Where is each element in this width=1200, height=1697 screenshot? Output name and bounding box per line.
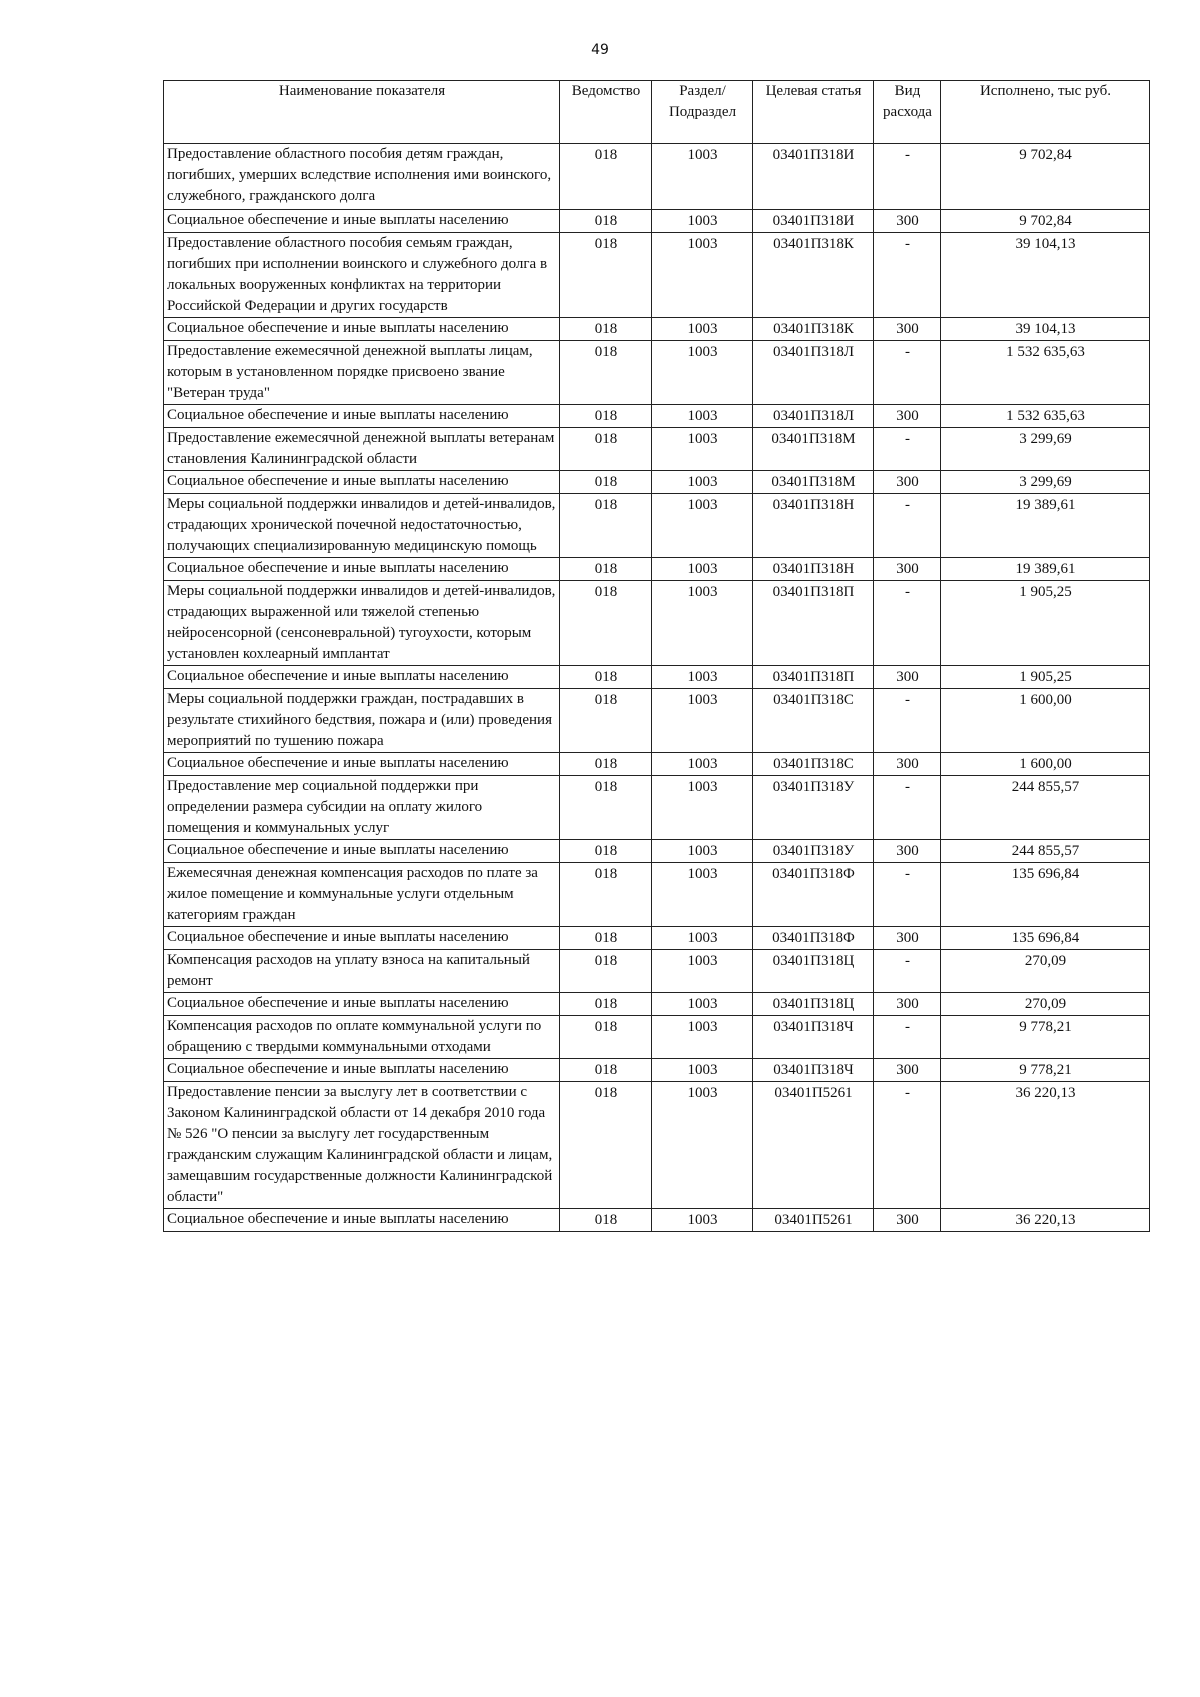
cell-kind: 300 <box>874 210 941 233</box>
cell-name: Меры социальной поддержки инвалидов и детей-инвалидов, страдающих хронической почечной недостаточностью, получающих специализированную медицинскую помощь <box>164 494 560 558</box>
cell-target: 03401П318К <box>753 233 874 318</box>
header-dept: Ведомство <box>560 81 652 144</box>
cell-name: Ежемесячная денежная компенсация расходов по плате за жилое помещение и коммунальные услуги отдельным категориям граждан <box>164 863 560 927</box>
header-name: Наименование показателя <box>164 81 560 144</box>
table-row <box>164 144 1150 210</box>
cell-target: 03401П318Ч <box>753 1059 874 1082</box>
table-row <box>164 494 1150 558</box>
cell-amount: 1 600,00 <box>941 753 1150 776</box>
cell-kind: 300 <box>874 405 941 428</box>
table-row <box>164 753 1150 776</box>
cell-amount: 1 532 635,63 <box>941 405 1150 428</box>
cell-section: 1003 <box>652 494 753 558</box>
cell-target: 03401П318П <box>753 666 874 689</box>
cell-kind: - <box>874 689 941 753</box>
cell-amount: 36 220,13 <box>941 1082 1150 1209</box>
cell-name: Социальное обеспечение и иные выплаты населению <box>164 993 560 1016</box>
cell-name: Предоставление областного пособия семьям граждан, погибших при исполнении воинского и служебного долга в локальных вооруженных конфликтах на территории Российской Федерации и других государств <box>164 233 560 318</box>
header-executed: Исполнено, тыс руб. <box>941 81 1150 144</box>
cell-name: Социальное обеспечение и иные выплаты населению <box>164 840 560 863</box>
header-section: Раздел/ Подраздел <box>652 81 753 144</box>
cell-name: Социальное обеспечение и иные выплаты населению <box>164 927 560 950</box>
cell-name: Меры социальной поддержки граждан, пострадавших в результате стихийного бедствия, пожара и (или) проведения мероприятий по тушению пожара <box>164 689 560 753</box>
cell-section: 1003 <box>652 428 753 471</box>
cell-dept: 018 <box>560 233 652 318</box>
cell-amount: 3 299,69 <box>941 471 1150 494</box>
table-row <box>164 1059 1150 1082</box>
cell-kind: - <box>874 1082 941 1209</box>
cell-section: 1003 <box>652 210 753 233</box>
cell-dept: 018 <box>560 144 652 210</box>
cell-section: 1003 <box>652 471 753 494</box>
cell-amount: 39 104,13 <box>941 233 1150 318</box>
cell-kind: 300 <box>874 927 941 950</box>
cell-dept: 018 <box>560 405 652 428</box>
table-row <box>164 405 1150 428</box>
cell-target: 03401П318С <box>753 689 874 753</box>
cell-name: Социальное обеспечение и иные выплаты населению <box>164 558 560 581</box>
cell-kind: 300 <box>874 1059 941 1082</box>
cell-kind: - <box>874 1016 941 1059</box>
cell-target: 03401П318И <box>753 144 874 210</box>
cell-dept: 018 <box>560 558 652 581</box>
cell-kind: 300 <box>874 318 941 341</box>
table-row <box>164 210 1150 233</box>
cell-target: 03401П318Ф <box>753 927 874 950</box>
cell-target: 03401П5261 <box>753 1082 874 1209</box>
table-row <box>164 927 1150 950</box>
cell-dept: 018 <box>560 666 652 689</box>
cell-section: 1003 <box>652 558 753 581</box>
cell-dept: 018 <box>560 863 652 927</box>
cell-dept: 018 <box>560 581 652 666</box>
cell-section: 1003 <box>652 581 753 666</box>
table-row <box>164 1016 1150 1059</box>
table-row <box>164 993 1150 1016</box>
cell-name: Социальное обеспечение и иные выплаты населению <box>164 753 560 776</box>
cell-dept: 018 <box>560 210 652 233</box>
cell-section: 1003 <box>652 840 753 863</box>
cell-name: Меры социальной поддержки инвалидов и детей-инвалидов, страдающих выраженной или тяжелой степенью нейросенсорной (сенсоневральной) тугоухости, которым установлен кохлеарный имплантат <box>164 581 560 666</box>
cell-section: 1003 <box>652 341 753 405</box>
cell-target: 03401П318М <box>753 471 874 494</box>
cell-target: 03401П318Н <box>753 494 874 558</box>
cell-target: 03401П318М <box>753 428 874 471</box>
cell-section: 1003 <box>652 233 753 318</box>
cell-dept: 018 <box>560 341 652 405</box>
table-row <box>164 863 1150 927</box>
cell-amount: 9 778,21 <box>941 1059 1150 1082</box>
cell-target: 03401П318Ч <box>753 1016 874 1059</box>
cell-name: Предоставление мер социальной поддержки при определении размера субсидии на оплату жилого помещения и коммунальных услуг <box>164 776 560 840</box>
cell-name: Компенсация расходов по оплате коммунальной услуги по обращению с твердыми коммунальными отходами <box>164 1016 560 1059</box>
cell-target: 03401П318Ф <box>753 863 874 927</box>
cell-target: 03401П5261 <box>753 1209 874 1232</box>
cell-dept: 018 <box>560 689 652 753</box>
cell-kind: - <box>874 341 941 405</box>
cell-dept: 018 <box>560 428 652 471</box>
table-row <box>164 581 1150 666</box>
cell-amount: 36 220,13 <box>941 1209 1150 1232</box>
cell-target: 03401П318У <box>753 840 874 863</box>
cell-amount: 1 532 635,63 <box>941 341 1150 405</box>
cell-target: 03401П318С <box>753 753 874 776</box>
cell-name: Социальное обеспечение и иные выплаты населению <box>164 210 560 233</box>
table-body <box>164 144 1150 1232</box>
cell-section: 1003 <box>652 993 753 1016</box>
cell-section: 1003 <box>652 950 753 993</box>
cell-target: 03401П318Ц <box>753 950 874 993</box>
cell-section: 1003 <box>652 666 753 689</box>
cell-name: Предоставление пенсии за выслугу лет в соответствии с Законом Калининградской области от 14 декабря 2010 года № 526 "О пенсии за выслугу лет государственным гражданским служащим Калининградской области и лицам, замещавшим государственные должности Калининградской области" <box>164 1082 560 1209</box>
table-row <box>164 471 1150 494</box>
cell-name: Социальное обеспечение и иные выплаты населению <box>164 1059 560 1082</box>
cell-kind: 300 <box>874 753 941 776</box>
cell-name: Компенсация расходов на уплату взноса на капитальный ремонт <box>164 950 560 993</box>
cell-amount: 270,09 <box>941 950 1150 993</box>
cell-dept: 018 <box>560 927 652 950</box>
cell-section: 1003 <box>652 753 753 776</box>
table-row <box>164 428 1150 471</box>
cell-target: 03401П318Ц <box>753 993 874 1016</box>
cell-dept: 018 <box>560 471 652 494</box>
table-row <box>164 689 1150 753</box>
cell-section: 1003 <box>652 405 753 428</box>
table-row <box>164 233 1150 318</box>
cell-amount: 270,09 <box>941 993 1150 1016</box>
cell-kind: - <box>874 144 941 210</box>
cell-kind: 300 <box>874 1209 941 1232</box>
header-row <box>164 81 1150 144</box>
cell-section: 1003 <box>652 1059 753 1082</box>
budget-table <box>163 80 1150 1232</box>
header-kind: Вид расхода <box>874 81 941 144</box>
cell-dept: 018 <box>560 1209 652 1232</box>
cell-kind: - <box>874 776 941 840</box>
cell-target: 03401П318Л <box>753 341 874 405</box>
cell-name: Социальное обеспечение и иные выплаты населению <box>164 471 560 494</box>
cell-name: Социальное обеспечение и иные выплаты населению <box>164 318 560 341</box>
cell-section: 1003 <box>652 927 753 950</box>
cell-amount: 1 905,25 <box>941 581 1150 666</box>
cell-amount: 19 389,61 <box>941 558 1150 581</box>
table-row <box>164 666 1150 689</box>
cell-name: Предоставление областного пособия детям граждан, погибших, умерших вследствие исполнения ими воинского, служебного, гражданского долга <box>164 144 560 210</box>
cell-section: 1003 <box>652 1016 753 1059</box>
cell-dept: 018 <box>560 950 652 993</box>
cell-kind: 300 <box>874 558 941 581</box>
cell-kind: - <box>874 428 941 471</box>
cell-dept: 018 <box>560 993 652 1016</box>
table-row <box>164 318 1150 341</box>
cell-amount: 3 299,69 <box>941 428 1150 471</box>
cell-amount: 9 778,21 <box>941 1016 1150 1059</box>
cell-kind: - <box>874 494 941 558</box>
cell-amount: 9 702,84 <box>941 210 1150 233</box>
cell-target: 03401П318Л <box>753 405 874 428</box>
cell-kind: - <box>874 581 941 666</box>
cell-target: 03401П318У <box>753 776 874 840</box>
cell-amount: 244 855,57 <box>941 776 1150 840</box>
page-number: 49 <box>591 42 609 58</box>
cell-amount: 135 696,84 <box>941 863 1150 927</box>
header-target: Целевая статья <box>753 81 874 144</box>
cell-name: Предоставление ежемесячной денежной выплаты ветеранам становления Калининградской области <box>164 428 560 471</box>
cell-amount: 244 855,57 <box>941 840 1150 863</box>
table-row <box>164 1209 1150 1232</box>
cell-kind: 300 <box>874 471 941 494</box>
cell-amount: 9 702,84 <box>941 144 1150 210</box>
cell-dept: 018 <box>560 840 652 863</box>
cell-dept: 018 <box>560 494 652 558</box>
cell-kind: - <box>874 950 941 993</box>
cell-section: 1003 <box>652 1082 753 1209</box>
table-row <box>164 341 1150 405</box>
table-row <box>164 840 1150 863</box>
cell-section: 1003 <box>652 863 753 927</box>
cell-name: Социальное обеспечение и иные выплаты населению <box>164 405 560 428</box>
cell-dept: 018 <box>560 776 652 840</box>
cell-amount: 39 104,13 <box>941 318 1150 341</box>
cell-section: 1003 <box>652 689 753 753</box>
cell-dept: 018 <box>560 318 652 341</box>
cell-kind: - <box>874 233 941 318</box>
cell-section: 1003 <box>652 144 753 210</box>
cell-name: Социальное обеспечение и иные выплаты населению <box>164 666 560 689</box>
table-row <box>164 776 1150 840</box>
cell-target: 03401П318П <box>753 581 874 666</box>
cell-kind: 300 <box>874 666 941 689</box>
cell-amount: 1 600,00 <box>941 689 1150 753</box>
cell-amount: 19 389,61 <box>941 494 1150 558</box>
table-row <box>164 950 1150 993</box>
cell-kind: 300 <box>874 993 941 1016</box>
cell-target: 03401П318К <box>753 318 874 341</box>
cell-target: 03401П318И <box>753 210 874 233</box>
cell-name: Предоставление ежемесячной денежной выплаты лицам, которым в установленном порядке присвоено звание "Ветеран труда" <box>164 341 560 405</box>
table-row <box>164 1082 1150 1209</box>
cell-section: 1003 <box>652 318 753 341</box>
cell-dept: 018 <box>560 753 652 776</box>
cell-name: Социальное обеспечение и иные выплаты населению <box>164 1209 560 1232</box>
cell-amount: 135 696,84 <box>941 927 1150 950</box>
cell-dept: 018 <box>560 1059 652 1082</box>
cell-section: 1003 <box>652 776 753 840</box>
cell-amount: 1 905,25 <box>941 666 1150 689</box>
cell-dept: 018 <box>560 1082 652 1209</box>
cell-target: 03401П318Н <box>753 558 874 581</box>
table-row <box>164 558 1150 581</box>
cell-dept: 018 <box>560 1016 652 1059</box>
cell-kind: 300 <box>874 840 941 863</box>
cell-section: 1003 <box>652 1209 753 1232</box>
cell-kind: - <box>874 863 941 927</box>
